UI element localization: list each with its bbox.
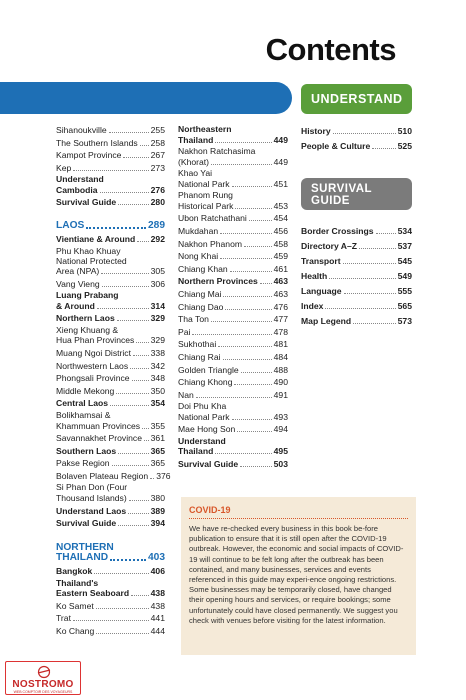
toc-label: & Around bbox=[56, 300, 95, 311]
toc-page: 458 bbox=[273, 238, 288, 249]
toc-label: Middle Mekong bbox=[56, 385, 115, 396]
toc-entry[interactable] bbox=[178, 459, 288, 469]
toc-page: 361 bbox=[150, 433, 165, 444]
toc-label: Transport bbox=[301, 256, 341, 266]
toc-entry[interactable] bbox=[56, 348, 165, 358]
toc-page: 525 bbox=[397, 141, 412, 151]
toc-leader bbox=[96, 608, 149, 609]
page-title: Contents bbox=[265, 32, 396, 67]
toc-leader bbox=[234, 384, 271, 385]
toc-page: 573 bbox=[397, 316, 412, 326]
toc-page: 338 bbox=[150, 348, 165, 359]
toc-entry[interactable] bbox=[178, 289, 288, 299]
toc-entry[interactable] bbox=[178, 339, 288, 349]
toc-page: 493 bbox=[273, 411, 288, 422]
toc-entry[interactable] bbox=[301, 316, 412, 326]
toc-leader bbox=[123, 157, 148, 158]
toc-leader bbox=[140, 145, 149, 146]
toc-label: National Park bbox=[178, 411, 230, 422]
toc-page: 463 bbox=[273, 288, 288, 299]
toc-label: Golden Triangle bbox=[178, 364, 239, 375]
toc-leader bbox=[129, 500, 149, 501]
toc-page: 380 bbox=[150, 492, 165, 503]
toc-label: Nong Khai bbox=[178, 251, 219, 262]
toc-label: Thailand bbox=[178, 134, 214, 145]
toc-leader bbox=[344, 293, 396, 294]
toc-entry[interactable] bbox=[178, 437, 288, 457]
toc-label: National Park bbox=[178, 178, 230, 189]
toc-page: 292 bbox=[150, 234, 165, 245]
toc-leader bbox=[211, 321, 272, 322]
toc-label: Phu Khao Khuay bbox=[56, 246, 121, 257]
toc-entry[interactable] bbox=[56, 361, 165, 371]
toc-page: 449 bbox=[273, 156, 288, 167]
toc-page: 476 bbox=[273, 301, 288, 312]
toc-page: 255 bbox=[150, 125, 165, 135]
toc-page: 329 bbox=[150, 335, 165, 346]
toc-entry[interactable] bbox=[56, 386, 165, 396]
toc-label: Chiang Khan bbox=[178, 263, 228, 274]
toc-leader bbox=[131, 595, 149, 596]
toc-page: 459 bbox=[273, 251, 288, 262]
toc-label: Map Legend bbox=[301, 316, 352, 326]
toc-page: 267 bbox=[150, 150, 165, 161]
toc-leader bbox=[343, 263, 396, 264]
toc-entry[interactable] bbox=[56, 234, 165, 244]
toc-label: Survival Guide bbox=[178, 459, 239, 470]
toc-page: 565 bbox=[397, 301, 412, 311]
toc-entry[interactable] bbox=[178, 377, 288, 387]
toc-label: Tha Ton bbox=[178, 314, 209, 325]
toc-page: 490 bbox=[273, 377, 288, 388]
toc-entry[interactable] bbox=[178, 264, 288, 274]
toc-entry[interactable] bbox=[178, 352, 288, 362]
toc-entry[interactable] bbox=[56, 197, 165, 207]
toc-entry[interactable] bbox=[56, 433, 165, 443]
toc-label: Vang Vieng bbox=[56, 278, 100, 289]
toc-page: 488 bbox=[273, 364, 288, 375]
toc-page: 329 bbox=[150, 313, 165, 324]
toc-page: 454 bbox=[273, 213, 288, 224]
toc-label: People & Culture bbox=[301, 141, 371, 151]
toc-entry[interactable] bbox=[178, 314, 288, 324]
toc-page: 306 bbox=[150, 278, 165, 289]
survival-header-line2: GUIDE bbox=[311, 194, 350, 207]
toc-entry[interactable] bbox=[56, 601, 165, 611]
toc-entry[interactable] bbox=[301, 256, 412, 266]
toc-leader bbox=[137, 241, 148, 242]
toc-label: Luang Prabang bbox=[56, 290, 119, 301]
toc-label: Directory A–Z bbox=[301, 241, 358, 251]
toc-label: Pai bbox=[178, 326, 191, 337]
toc-leader bbox=[232, 186, 272, 187]
toc-page: 491 bbox=[273, 389, 288, 400]
toc-entry[interactable] bbox=[178, 390, 288, 400]
toc-page: 289 bbox=[148, 220, 165, 232]
toc-entry[interactable] bbox=[178, 213, 288, 223]
toc-entry[interactable] bbox=[301, 141, 412, 151]
toc-entry[interactable] bbox=[56, 163, 165, 173]
toc-entry[interactable] bbox=[178, 276, 288, 286]
toc-leader bbox=[102, 286, 149, 287]
logo-subtitle: WEB COMPTOIR DES VOYAGEURS bbox=[13, 690, 73, 694]
toc-leader bbox=[240, 466, 271, 467]
toc-page: 484 bbox=[273, 351, 288, 362]
toc-leader bbox=[132, 380, 149, 381]
toc-entry[interactable] bbox=[56, 150, 165, 160]
toc-label: Thousand Islands) bbox=[56, 492, 127, 503]
covid-title: COVID-19 bbox=[189, 505, 408, 519]
region-label: THAILAND bbox=[56, 552, 109, 564]
toc-page: 495 bbox=[273, 446, 288, 457]
toc-page: 549 bbox=[397, 271, 412, 281]
toc-entry[interactable] bbox=[178, 169, 288, 189]
toc-label: Northeastern bbox=[178, 124, 232, 134]
toc-page: 365 bbox=[150, 458, 165, 469]
toc-leader bbox=[232, 419, 272, 420]
toc-leader bbox=[353, 323, 396, 324]
toc-label: Trat bbox=[56, 613, 71, 624]
toc-label: Ko Samet bbox=[56, 600, 94, 611]
logo-mark-icon bbox=[34, 665, 54, 679]
toc-leader bbox=[101, 273, 148, 274]
toc-leader bbox=[128, 513, 148, 514]
toc-leader bbox=[220, 233, 272, 234]
logo-name: NOSTROMO bbox=[12, 679, 74, 690]
toc-page: 449 bbox=[273, 134, 288, 145]
toc-entry[interactable] bbox=[178, 239, 288, 249]
toc-label: Understand bbox=[56, 174, 104, 185]
toc-leader bbox=[372, 148, 395, 149]
region-label: NORTHERN bbox=[56, 542, 114, 554]
toc-entry[interactable] bbox=[56, 373, 165, 383]
toc-entry[interactable] bbox=[56, 313, 165, 323]
toc-page: 537 bbox=[397, 241, 412, 251]
toc-leader bbox=[144, 440, 149, 441]
toc-label: Bolikhamsai & bbox=[56, 410, 111, 420]
covid-notice-box bbox=[181, 497, 416, 655]
toc-label: Savannakhet Province bbox=[56, 433, 142, 444]
toc-page: 510 bbox=[397, 126, 412, 136]
toc-label: Ko Chang bbox=[56, 626, 95, 637]
toc-leader bbox=[136, 342, 148, 343]
toc-label: Sihanoukville bbox=[56, 125, 107, 135]
toc-entry[interactable] bbox=[178, 402, 288, 422]
toc-leader bbox=[215, 453, 271, 454]
toc-entry[interactable] bbox=[178, 125, 288, 145]
toc-leader bbox=[230, 271, 272, 272]
toc-entry[interactable] bbox=[56, 326, 165, 346]
toc-entry[interactable] bbox=[56, 518, 165, 528]
toc-page: 456 bbox=[273, 225, 288, 236]
toc-label: Index bbox=[301, 301, 324, 311]
understand-list bbox=[301, 126, 412, 156]
toc-leader bbox=[142, 428, 149, 429]
toc-label: Doi Phu Kha bbox=[178, 401, 227, 412]
toc-leader bbox=[237, 431, 271, 432]
toc-label: Chiang Mai bbox=[178, 288, 222, 299]
toc-page: 451 bbox=[273, 178, 288, 189]
toc-leader bbox=[109, 132, 149, 133]
toc-page: 477 bbox=[273, 314, 288, 325]
toc-leader bbox=[359, 248, 396, 249]
toc-leader bbox=[196, 397, 272, 398]
toc-leader bbox=[223, 296, 271, 297]
toc-entry[interactable] bbox=[56, 458, 165, 468]
toc-page: 463 bbox=[273, 276, 288, 287]
toc-page: 365 bbox=[150, 445, 165, 456]
toc-entry[interactable] bbox=[56, 411, 165, 431]
toc-page: 355 bbox=[150, 420, 165, 431]
toc-entry[interactable] bbox=[178, 365, 288, 375]
toc-leader bbox=[97, 308, 149, 309]
toc-page: 453 bbox=[273, 200, 288, 211]
toc-label: The Southern Islands bbox=[56, 137, 138, 148]
toc-page: 342 bbox=[150, 360, 165, 371]
understand-header: UNDERSTAND bbox=[301, 84, 412, 114]
toc-entry[interactable] bbox=[301, 226, 412, 236]
toc-label: Sukhothai bbox=[178, 339, 217, 350]
toc-leader bbox=[192, 334, 271, 335]
toc-entry[interactable] bbox=[56, 175, 165, 195]
toc-entry[interactable] bbox=[301, 271, 412, 281]
toc-leader bbox=[133, 355, 149, 356]
toc-entry[interactable] bbox=[56, 138, 165, 148]
toc-page: 403 bbox=[148, 552, 165, 564]
toc-label: Bolaven Plateau Region bbox=[56, 470, 149, 481]
toc-page: 280 bbox=[150, 197, 165, 208]
toc-entry[interactable] bbox=[56, 291, 165, 311]
toc-entry[interactable] bbox=[178, 191, 288, 211]
toc-label: Hua Phan Provinces bbox=[56, 335, 135, 346]
toc-page: 389 bbox=[150, 505, 165, 516]
toc-region-northern-thailand[interactable] bbox=[56, 542, 165, 563]
toc-page: 354 bbox=[150, 398, 165, 409]
toc-leader bbox=[235, 208, 271, 209]
toc-page: 461 bbox=[273, 263, 288, 274]
toc-entry[interactable] bbox=[56, 506, 165, 516]
toc-page: 441 bbox=[150, 613, 165, 624]
survival-guide-list bbox=[301, 226, 412, 331]
toc-label: Xieng Khuang & bbox=[56, 324, 119, 335]
toc-leader bbox=[118, 525, 148, 526]
toc-label: National Protected bbox=[56, 255, 127, 266]
toc-leader bbox=[260, 283, 272, 284]
toc-entry[interactable] bbox=[56, 247, 165, 276]
toc-entry[interactable] bbox=[56, 398, 165, 408]
toc-entry[interactable] bbox=[56, 566, 165, 576]
toc-entry[interactable] bbox=[178, 327, 288, 337]
toc-entry[interactable] bbox=[56, 279, 165, 289]
toc-leader bbox=[112, 465, 149, 466]
toc-entry[interactable] bbox=[178, 147, 288, 167]
toc-label: Border Crossings bbox=[301, 226, 374, 236]
toc-label: Northwestern Laos bbox=[56, 360, 129, 371]
survival-guide-header bbox=[301, 178, 412, 210]
toc-label: Chiang Khong bbox=[178, 377, 233, 388]
toc-label: Central Laos bbox=[56, 398, 109, 409]
nostromo-logo bbox=[5, 661, 81, 695]
toc-leader bbox=[96, 633, 148, 634]
survival-header-line1: SURVIVAL bbox=[311, 182, 373, 195]
toc-label: Thailand bbox=[178, 446, 214, 457]
toc-page: 276 bbox=[150, 184, 165, 195]
toc-label: Nakhon Ratchasima bbox=[178, 146, 256, 157]
toc-label: Survival Guide bbox=[56, 197, 117, 208]
toc-entry[interactable] bbox=[178, 226, 288, 236]
toc-leader bbox=[325, 308, 395, 309]
toc-label: Health bbox=[301, 271, 328, 281]
toc-leader bbox=[220, 258, 272, 259]
toc-leader bbox=[244, 246, 272, 247]
toc-page: 481 bbox=[273, 339, 288, 350]
toc-page: 534 bbox=[397, 226, 412, 236]
toc-label: Phongsali Province bbox=[56, 373, 130, 384]
toc-label: Area (NPA) bbox=[56, 266, 100, 277]
toc-leader bbox=[100, 192, 149, 193]
toc-page: 503 bbox=[273, 459, 288, 470]
toc-label: Mae Hong Son bbox=[178, 424, 236, 435]
toc-label: Ubon Ratchathani bbox=[178, 213, 247, 224]
toc-page: 438 bbox=[150, 600, 165, 611]
toc-label: Survival Guide bbox=[56, 518, 117, 529]
toc-page: 305 bbox=[150, 266, 165, 277]
toc-leader bbox=[86, 227, 146, 229]
toc-page: 545 bbox=[397, 256, 412, 266]
toc-label: (Khorat) bbox=[178, 156, 210, 167]
toc-entry[interactable] bbox=[56, 125, 165, 135]
toc-page: 394 bbox=[150, 518, 165, 529]
toc-column-2 bbox=[178, 125, 288, 472]
toc-leader bbox=[225, 309, 271, 310]
toc-page: 273 bbox=[150, 162, 165, 173]
toc-leader bbox=[94, 573, 148, 574]
toc-label: Northern Provinces bbox=[178, 276, 258, 287]
toc-entry[interactable] bbox=[301, 301, 412, 311]
toc-entry[interactable] bbox=[56, 446, 165, 456]
toc-entry[interactable] bbox=[56, 483, 165, 503]
toc-entry[interactable] bbox=[56, 626, 165, 636]
toc-label: Southern Laos bbox=[56, 445, 117, 456]
toc-label: Khammuan Provinces bbox=[56, 420, 141, 431]
toc-label: Eastern Seaboard bbox=[56, 588, 130, 599]
toc-leader bbox=[73, 620, 149, 621]
toc-label: Phanom Rung bbox=[178, 190, 233, 201]
region-label: LAOS bbox=[56, 220, 85, 232]
toc-leader bbox=[241, 372, 272, 373]
toc-leader bbox=[376, 233, 396, 234]
toc-page: 438 bbox=[150, 588, 165, 599]
toc-label: Northern Laos bbox=[56, 313, 115, 324]
toc-leader bbox=[211, 164, 272, 165]
toc-label: Chiang Dao bbox=[178, 301, 224, 312]
toc-page: 555 bbox=[397, 286, 412, 296]
toc-leader bbox=[333, 133, 396, 134]
toc-page: 258 bbox=[150, 137, 165, 148]
toc-entry[interactable] bbox=[301, 241, 412, 251]
toc-label: Pakse Region bbox=[56, 458, 110, 469]
toc-label: Si Phan Don (Four bbox=[56, 482, 128, 493]
toc-page: 494 bbox=[273, 424, 288, 435]
toc-page: 478 bbox=[273, 326, 288, 337]
toc-label: Nan bbox=[178, 389, 194, 400]
toc-page: 406 bbox=[150, 566, 165, 577]
toc-entry[interactable] bbox=[56, 613, 165, 623]
toc-label: Chiang Rai bbox=[178, 351, 221, 362]
toc-entry[interactable] bbox=[178, 251, 288, 261]
toc-entry[interactable] bbox=[178, 302, 288, 312]
toc-label: Understand Laos bbox=[56, 505, 127, 516]
toc-label: Kampot Province bbox=[56, 150, 122, 161]
toc-label: Historical Park bbox=[178, 200, 234, 211]
toc-page: 376 bbox=[156, 470, 171, 481]
toc-label: Mukdahan bbox=[178, 225, 219, 236]
toc-leader bbox=[118, 204, 148, 205]
covid-body: We have re-checked every business in this book be-fore publication to ensure that it is still open after the COVID-19 outbreak. However, the economic and social impacts of COVID-19 will continue to be felt long after the outbreak has been contained, and many businesses, services and events referenced in this guide may experi-ence ongoing restrictions. Some businesses may be temporarily closed, have changed their opening hours and services, or require bookings; some unfortunately could have closed permanently. We suggest you check with venues before visiting for the latest information. bbox=[189, 524, 404, 625]
toc-entry[interactable] bbox=[301, 286, 412, 296]
toc-label: Vientiane & Around bbox=[56, 234, 136, 245]
toc-page: 350 bbox=[150, 385, 165, 396]
toc-leader bbox=[73, 170, 148, 171]
toc-leader bbox=[110, 559, 146, 561]
toc-page: 348 bbox=[150, 373, 165, 384]
toc-label: Cambodia bbox=[56, 184, 98, 195]
toc-label: Bangkok bbox=[56, 566, 93, 577]
toc-label: Kep bbox=[56, 162, 72, 173]
toc-leader bbox=[130, 368, 149, 369]
toc-label: History bbox=[301, 126, 331, 136]
toc-leader bbox=[110, 405, 149, 406]
toc-label: Understand bbox=[178, 435, 226, 446]
toc-leader bbox=[329, 278, 395, 279]
toc-entry[interactable] bbox=[301, 126, 412, 136]
toc-label: Language bbox=[301, 286, 342, 296]
toc-leader bbox=[118, 453, 148, 454]
toc-leader bbox=[116, 393, 148, 394]
toc-label: Muang Ngoi District bbox=[56, 348, 131, 359]
toc-column-1 bbox=[56, 125, 171, 639]
toc-entry[interactable] bbox=[56, 579, 165, 599]
toc-label: Thailand's bbox=[56, 577, 99, 588]
toc-leader bbox=[150, 478, 154, 479]
toc-entry[interactable] bbox=[56, 470, 171, 481]
header-blue-bar bbox=[0, 82, 292, 114]
toc-label: Nakhon Phanom bbox=[178, 238, 243, 249]
toc-leader bbox=[215, 142, 271, 143]
toc-leader bbox=[223, 359, 272, 360]
toc-entry[interactable] bbox=[178, 424, 288, 434]
toc-leader bbox=[218, 346, 271, 347]
toc-leader bbox=[117, 320, 149, 321]
toc-label: Khao Yai bbox=[178, 168, 213, 179]
toc-page: 444 bbox=[150, 626, 165, 637]
toc-page: 314 bbox=[150, 300, 165, 311]
toc-leader bbox=[249, 220, 272, 221]
toc-region-laos[interactable] bbox=[56, 221, 165, 231]
